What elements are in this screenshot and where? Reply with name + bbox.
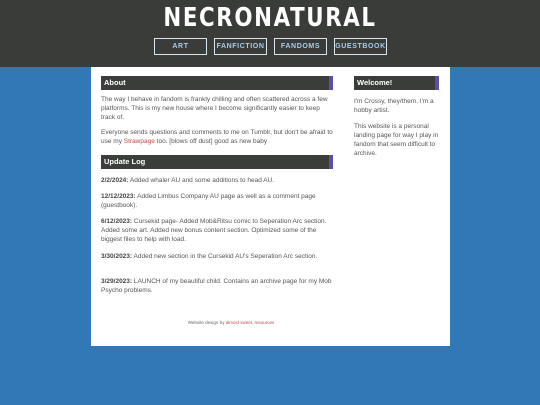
update-date: 6/12/2023: xyxy=(101,218,133,225)
nav-guestbook-button[interactable]: GUESTBOOK xyxy=(334,38,387,55)
almost-sweet-link[interactable]: almost sweet xyxy=(225,320,252,325)
update-entry: 3/29/2023: LAUNCH of my beautiful child. Contains an archive page for my Mob Psycho problems. xyxy=(101,278,332,294)
about-paragraph-1: The way I behave in fandom is frankly chilling and often scattered across a few platforms. This is my new house where I become significantly easier to keep track of. xyxy=(101,96,328,121)
update-date: 12/12/2023: xyxy=(101,193,136,200)
welcome-heading: Welcome! xyxy=(354,76,439,90)
content-panel xyxy=(91,67,450,346)
strawpage-link[interactable]: Strawpage xyxy=(123,138,155,145)
update-date: 3/29/2023: xyxy=(101,278,133,285)
nav-fanfiction-button[interactable]: FANFICTION xyxy=(214,38,267,55)
footer-credit: Website design by almost sweet, resources xyxy=(187,320,275,325)
update-entry: 2/2/2024: Added whaler AU and some additions to head AU. xyxy=(101,177,275,184)
update-log-heading: Update Log xyxy=(101,155,333,169)
main-nav xyxy=(0,38,540,55)
nav-fandoms-button[interactable]: FANDOMS xyxy=(274,38,327,55)
site-title: NECRONATURAL xyxy=(163,3,377,33)
resources-link[interactable]: resources xyxy=(254,320,275,325)
update-entry: 6/12/2023: Cursekid page- Added Mob&Ritsu comic to Seperation Arc section. Added some art. Added new bonus content section. Optimized some of the biggest files to help with load. xyxy=(101,218,327,243)
site-header xyxy=(0,0,540,67)
update-date: 2/2/2024: xyxy=(101,177,129,184)
welcome-paragraph-1: I'm Crossy, they/them. I'm a hobby artist. xyxy=(354,98,434,114)
welcome-paragraph-2: This website is a personal landing page for way I play in fandom that seem difficult to archive. xyxy=(354,123,439,157)
about-paragraph-2: Everyone sends questions and comments to me on Tumblr, but don't be afraid to use my Strawpage too. [blows off dust] good as new baby xyxy=(101,129,333,145)
update-entry: 12/12/2023: Added Limbus Company AU page as well as a comment page (guestbook). xyxy=(101,193,316,209)
update-date: 3/30/2023: xyxy=(101,253,133,260)
nav-art-button[interactable]: ART xyxy=(154,38,207,55)
update-entry: 3/30/2023: Added new section in the Cursekid AU's Seperation Arc section. xyxy=(101,253,318,260)
about-heading: About xyxy=(101,76,333,90)
